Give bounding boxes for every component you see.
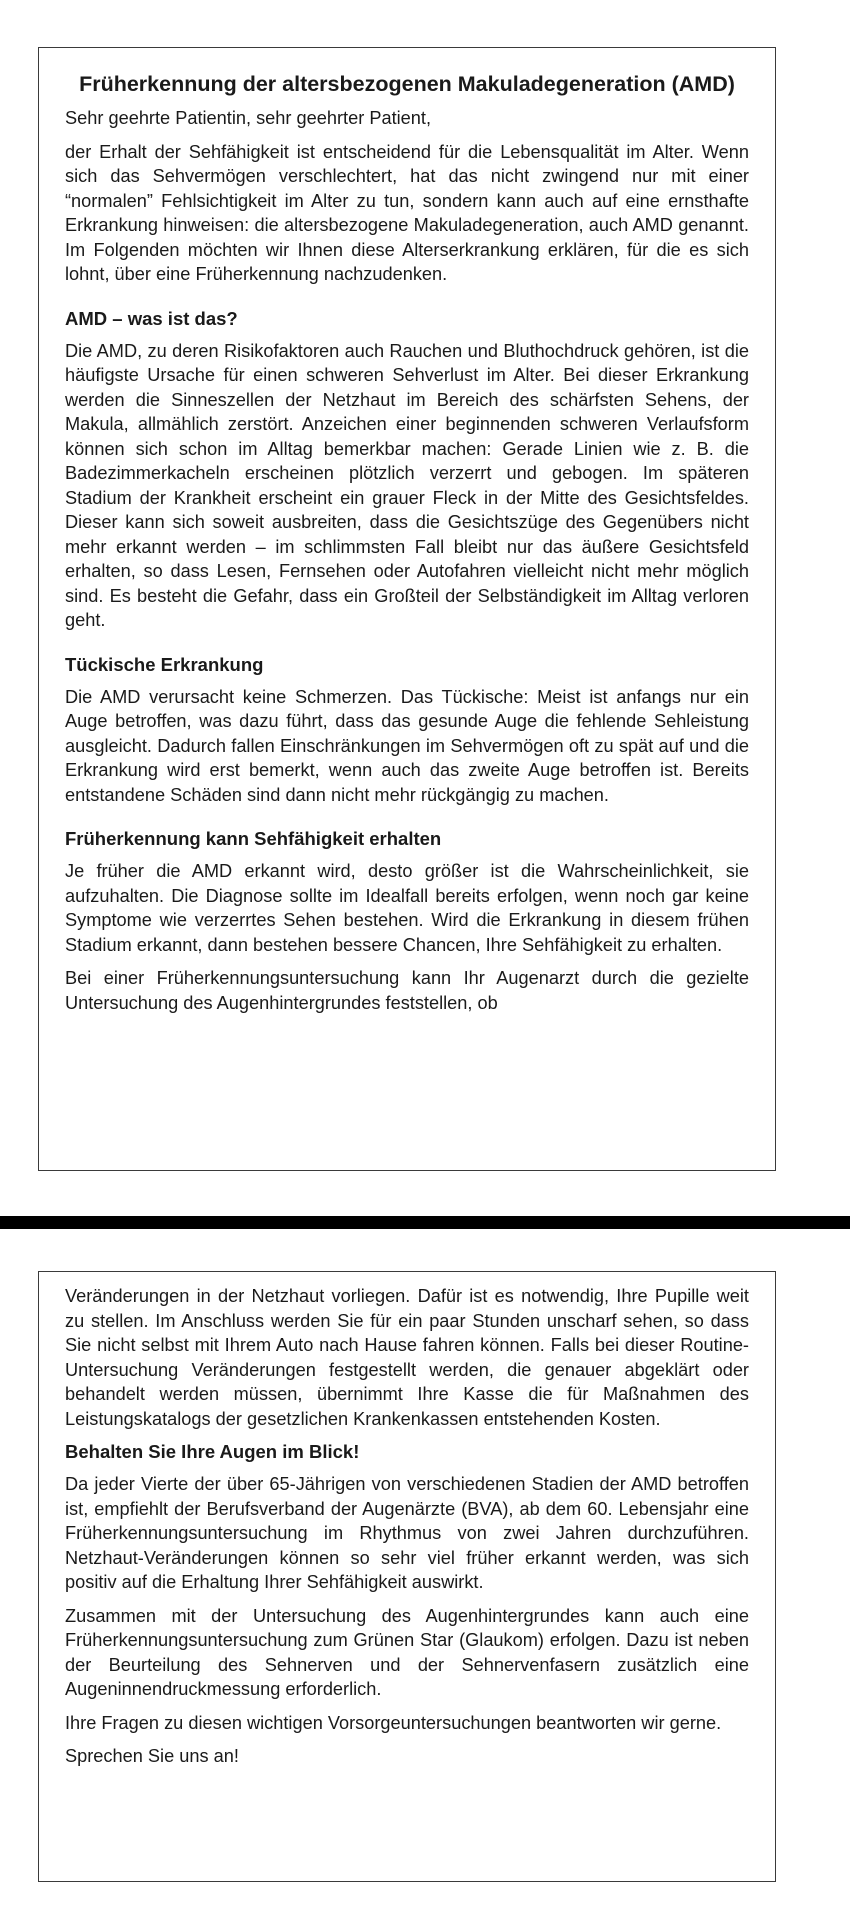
- salutation: Sehr geehrte Patientin, sehr geehrter Patient,: [65, 108, 431, 128]
- section-heading-augen-im-blick: Behalten Sie Ihre Augen im Blick!: [65, 1441, 360, 1462]
- section-text-amd: Die AMD, zu deren Risikofaktoren auch Rauchen und Bluthochdruck gehören, ist die häufigste Ursache für einen schweren Sehverlust im Alter. Bei dieser Erkrankung werden die Sinneszellen der Netzhaut im Bereich des schärfsten Sehens, der Makula, allmählich zerstört. Anzeichen einer beginnenden schweren Verlaufsform können sich schon im Alltag bemerkbar machen: Gerade Linien wie z. B. die Badezimmerkacheln erscheinen plötzlich verzerrt und gebogen. Im späteren Stadium der Krankheit erscheint ein grauer Fleck in der Mitte des Gesichtsfeldes. Dieser kann sich soweit ausbreiten, dass die Gesichtszüge des Gegenübers nicht mehr erkannt werden – im schlimmsten Fall bleibt nur das äußere Gesichtsfeld erhalten, so dass Lesen, Fernsehen oder Autofahren vielleicht nicht mehr möglich sind. Es besteht die Gefahr, dass ein Großteil der Selbständigkeit im Alltag verloren geht.: [65, 340, 749, 630]
- page-divider: [0, 1216, 850, 1229]
- closing-line: Sprechen Sie uns an!: [65, 1746, 239, 1766]
- section-heading-amd: AMD – was ist das?: [65, 307, 238, 329]
- section-text-frueherkennung: Je früher die AMD erkannt wird, desto größer ist die Wahrscheinlichkeit, sie aufzuhalten. Die Diagnose sollte im Idealfall bereits erfolgen, wenn noch gar keine Symptome wie verzerrtes Sehen bestehen. Wird die Erkrankung in diesem frühen Stadium erkannt, dann bestehen bessere Chancen, Ihre Sehfähigkeit zu erhalten.: [65, 861, 749, 955]
- document-page-1: [38, 47, 776, 1171]
- document-title: Früherkennung der altersbezogenen Makuladegeneration (AMD): [79, 72, 735, 96]
- section-text-glaukom: Zusammen mit der Untersuchung des Augenhintergrundes kann auch eine Früherkennungsuntersuchung zum Grünen Star (Glaukom) erfolgen. Dazu ist neben der Beurteilung des Sehnerven und der Sehnervenfasern zusätzlich eine Augeninnendruckmessung erforderlich.: [65, 1605, 749, 1699]
- section-heading-frueherkennung: Früherkennung kann Sehfähigkeit erhalten: [65, 828, 442, 849]
- intro-paragraph: der Erhalt der Sehfähigkeit ist entscheidend für die Lebensqualität im Alter. Wenn sich das Sehvermögen verschlechtert, hat das nicht zwingend nur mit einer “normalen” Fehlsichtigkeit im Alter zu tun, sondern kann auch auf eine ernsthafte Erkrankung hinweisen: die altersbezogene Makuladegeneration, auch AMD genannt. Im Folgenden möchten wir Ihnen diese Alterserkrankung erklären, für die es sich lohnt, über eine Früherkennung nachzudenken.: [65, 141, 749, 284]
- section-heading-tueckisch: Tückische Erkrankung: [65, 653, 264, 675]
- section-text-untersuchung: Bei einer Früherkennungsuntersuchung kann Ihr Augenarzt durch die gezielte Untersuchung des Augenhintergrundes feststellen, ob: [65, 968, 749, 1013]
- document-page-2: [38, 1271, 776, 1882]
- section-text-augen-im-blick: Da jeder Vierte der über 65-Jährigen von verschiedenen Stadien der AMD betroffen ist, empfiehlt der Berufsverband der Augenärzte (BVA), ab dem 60. Lebensjahr eine Früherkennungsuntersuchung im Rhythmus von zwei Jahren durchzuführen. Netzhaut-Veränderungen können so sehr viel früher erkannt werden, was sich positiv auf die Erhaltung Ihrer Sehfähigkeit auswirkt.: [65, 1474, 749, 1592]
- section-text-tueckisch: Die AMD verursacht keine Schmerzen. Das Tückische: Meist ist anfangs nur ein Auge betroffen, was dazu führt, dass das gesunde Auge die fehlende Sehleistung ausgleicht. Dadurch fallen Einschränkungen im Sehvermögen oft zu spät auf und die Erkrankung wird erst bemerkt, wenn auch das zweite Auge betroffen ist. Bereits entstandene Schäden sind dann nicht mehr rückgängig zu machen.: [65, 686, 749, 805]
- continuation-paragraph: Veränderungen in der Netzhaut vorliegen. Dafür ist es notwendig, Ihre Pupille weit zu stellen. Im Anschluss werden Sie für ein paar Stunden unscharf sehen, so dass Sie nicht selbst mit Ihrem Auto nach Hause fahren können. Falls bei dieser Routine-Untersuchung Veränderungen festgestellt werden, die genauer abgeklärt oder behandelt werden müssen, übernimmt Ihre Kasse die für Maßnahmen des Leistungskatalogs der gesetzlichen Krankenkassen entstehenden Kosten.: [65, 1286, 749, 1429]
- questions-paragraph: Ihre Fragen zu diesen wichtigen Vorsorgeuntersuchungen beantworten wir gerne.: [65, 1712, 722, 1733]
